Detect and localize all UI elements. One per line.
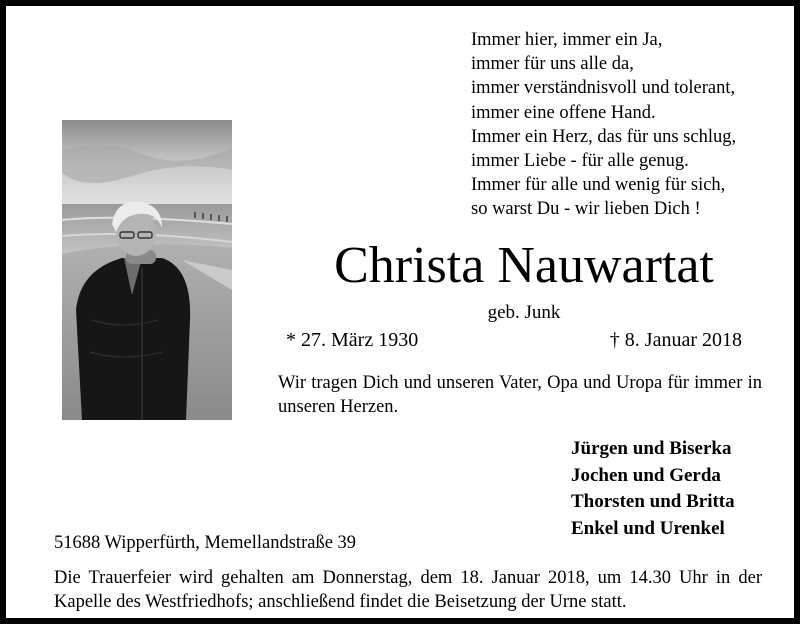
family-member: Jürgen und Biserka <box>571 438 732 459</box>
poem-line: Immer für alle und wenig für sich, <box>471 175 726 196</box>
death-date: † 8. Januar 2018 <box>609 329 742 351</box>
address: 51688 Wipperfürth, Memellandstraße 39 <box>54 533 357 553</box>
deceased-name: Christa Nauwartat <box>334 237 714 294</box>
poem-line: immer eine offene Hand. <box>471 102 656 123</box>
poem-line: so warst Du - wir lieben Dich ! <box>471 199 701 220</box>
birth-date: * 27. März 1930 <box>286 329 419 351</box>
poem-line: immer Liebe - für alle genug. <box>471 151 689 172</box>
memorial-message: Wir tragen Dich und unseren Vater, Opa und Uropa für immer in unseren Herzen. <box>278 373 762 417</box>
poem-line: Immer ein Herz, das für uns schlug, <box>471 126 737 147</box>
poem-line: immer für uns alle da, <box>471 54 634 75</box>
family-member: Enkel und Urenkel <box>571 517 725 539</box>
poem-line: Immer hier, immer ein Ja, <box>471 30 663 50</box>
portrait-photo-image <box>62 120 232 420</box>
family-member: Thorsten und Britta <box>571 491 735 512</box>
funeral-service-info: Die Trauerfeier wird gehalten am Donnerstag, dem 18. Januar 2018, um 14.30 Uhr in der Kapelle des Westfriedhofs; anschließend findet die Beisetzung der Urne statt. <box>54 568 762 612</box>
family-member: Jochen und Gerda <box>571 464 721 486</box>
poem-line: immer verständnisvoll und tolerant, <box>471 78 736 99</box>
poem <box>471 28 791 222</box>
maiden-name: geb. Junk <box>487 302 561 323</box>
family-signatures <box>571 436 735 542</box>
portrait-photo <box>62 120 232 420</box>
